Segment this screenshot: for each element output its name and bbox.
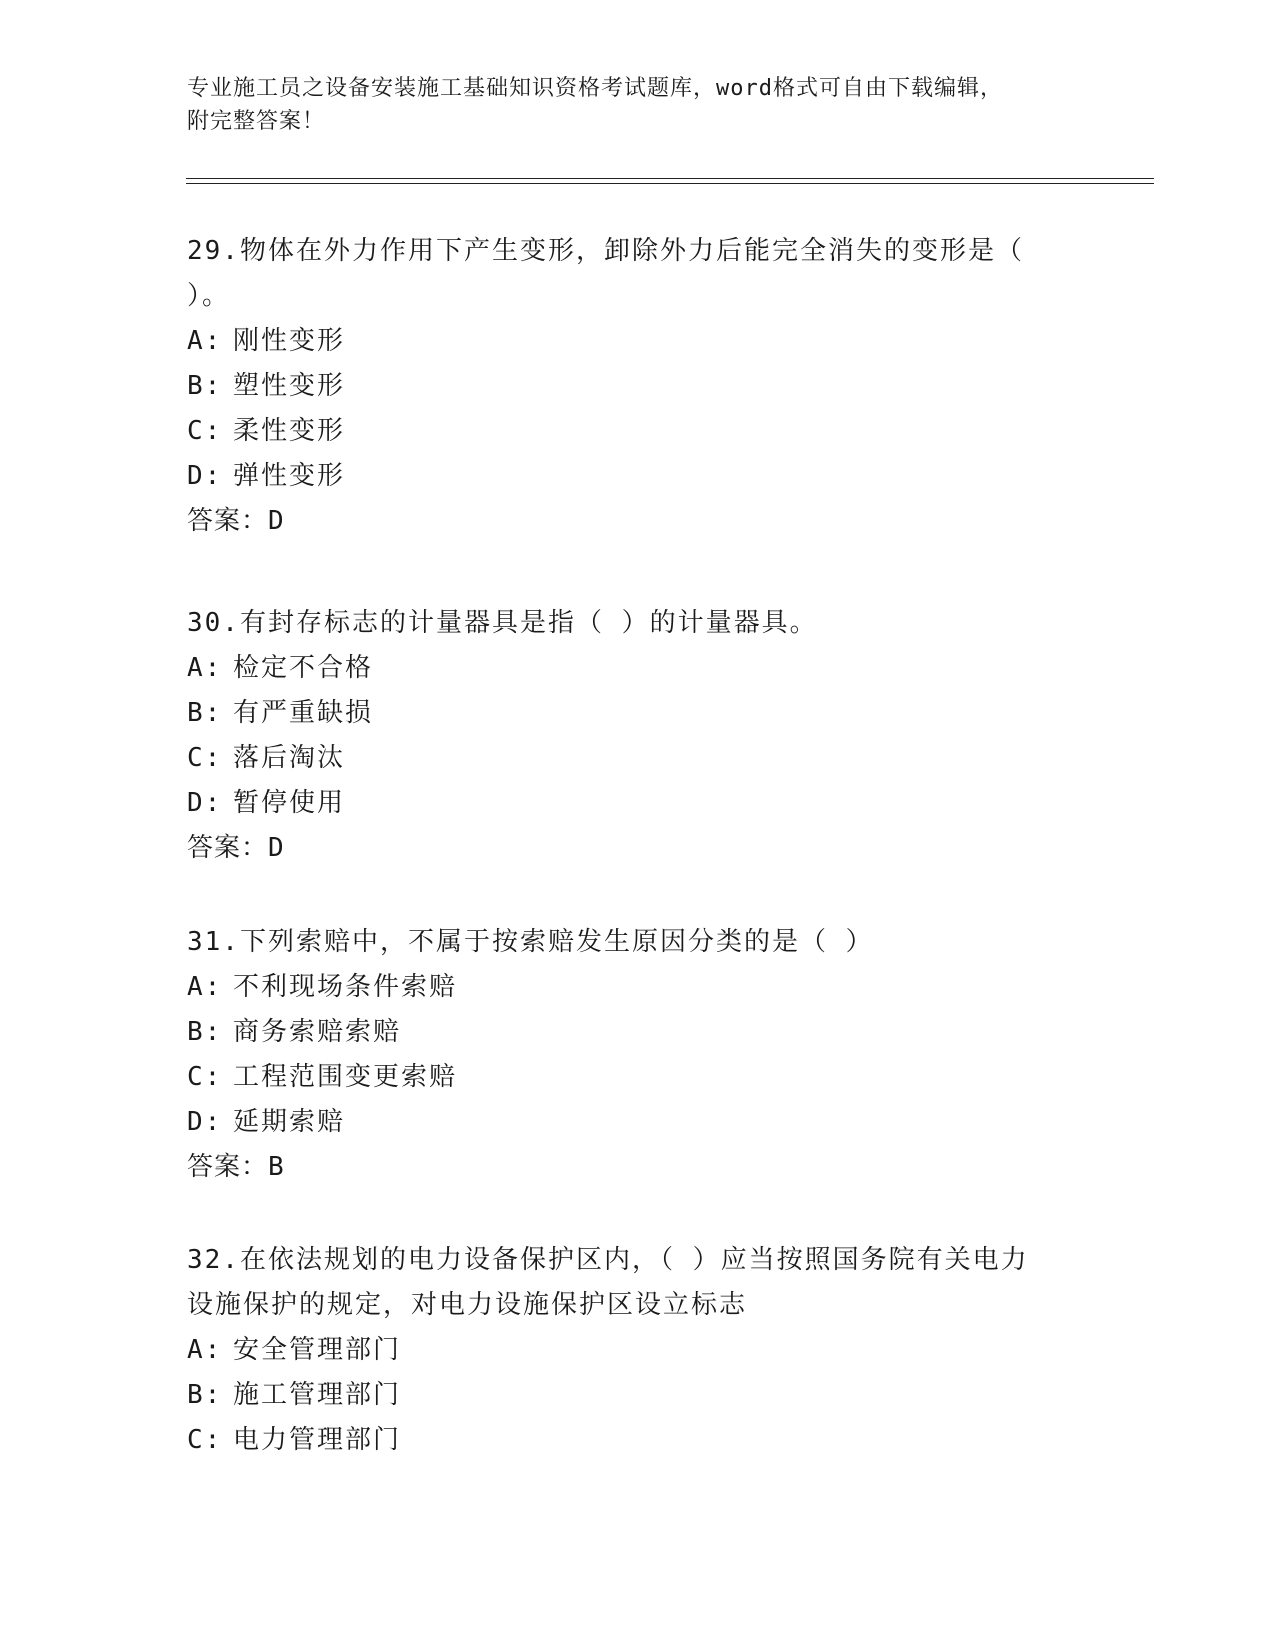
option-text: 电力管理部门 bbox=[233, 1425, 402, 1455]
option-text: 不利现场条件索赔 bbox=[233, 972, 458, 1002]
question-stem: 31.下列索赔中，不属于按索赔发生原因分类的是（ ） bbox=[187, 927, 874, 957]
question-29 bbox=[187, 229, 1067, 544]
option-a bbox=[187, 965, 1067, 1010]
option-text: 弹性变形 bbox=[233, 461, 346, 491]
option-text: 安全管理部门 bbox=[233, 1335, 402, 1365]
option-key: B: bbox=[187, 371, 223, 401]
question-32 bbox=[187, 1238, 1067, 1463]
option-text: 落后淘汰 bbox=[233, 743, 346, 773]
answer-line: 答案：D bbox=[187, 506, 285, 536]
option-key: B: bbox=[187, 698, 223, 728]
header-line-1: 专业施工员之设备安装施工基础知识资格考试题库，word格式可自由下载编辑， bbox=[187, 76, 1003, 101]
option-key: C: bbox=[187, 1425, 223, 1455]
option-text: 刚性变形 bbox=[233, 326, 346, 356]
option-text: 柔性变形 bbox=[233, 416, 346, 446]
header-divider-bottom bbox=[186, 183, 1154, 184]
option-text: 工程范围变更索赔 bbox=[233, 1062, 458, 1092]
answer-line: 答案：B bbox=[187, 1152, 285, 1182]
option-key: B: bbox=[187, 1380, 223, 1410]
option-d bbox=[187, 454, 1067, 499]
option-key: D: bbox=[187, 788, 223, 818]
option-key: D: bbox=[187, 461, 223, 491]
option-key: C: bbox=[187, 743, 223, 773]
answer-line: 答案：D bbox=[187, 833, 285, 863]
question-stem-continued: 设施保护的规定，对电力设施保护区设立标志 bbox=[187, 1290, 748, 1320]
document-header bbox=[187, 72, 1067, 138]
question-31 bbox=[187, 920, 1067, 1190]
header-line-2: 附完整答案！ bbox=[187, 109, 326, 134]
option-b bbox=[187, 1373, 1067, 1418]
option-a bbox=[187, 1328, 1067, 1373]
option-key: A: bbox=[187, 653, 223, 683]
question-stem: 30.有封存标志的计量器具是指（ ）的计量器具。 bbox=[187, 608, 818, 638]
option-text: 施工管理部门 bbox=[233, 1380, 402, 1410]
question-30 bbox=[187, 601, 1067, 871]
option-key: C: bbox=[187, 1062, 223, 1092]
option-b bbox=[187, 1010, 1067, 1055]
option-d bbox=[187, 781, 1067, 826]
question-stem: 32.在依法规划的电力设备保护区内，（ ）应当按照国务院有关电力 bbox=[187, 1245, 1029, 1275]
question-stem-continued: ）。 bbox=[187, 281, 231, 311]
option-key: A: bbox=[187, 326, 223, 356]
option-text: 商务索赔索赔 bbox=[233, 1017, 402, 1047]
option-key: D: bbox=[187, 1107, 223, 1137]
option-b bbox=[187, 364, 1067, 409]
option-text: 有严重缺损 bbox=[233, 698, 374, 728]
option-text: 暂停使用 bbox=[233, 788, 346, 818]
option-c bbox=[187, 409, 1067, 454]
question-stem: 29.物体在外力作用下产生变形，卸除外力后能完全消失的变形是（ bbox=[187, 236, 1024, 266]
option-a bbox=[187, 319, 1067, 364]
option-key: A: bbox=[187, 972, 223, 1002]
option-text: 检定不合格 bbox=[233, 653, 374, 683]
option-key: B: bbox=[187, 1017, 223, 1047]
option-c bbox=[187, 1418, 1067, 1463]
header-divider-top bbox=[186, 178, 1154, 179]
option-c bbox=[187, 736, 1067, 781]
option-text: 延期索赔 bbox=[233, 1107, 346, 1137]
option-d bbox=[187, 1100, 1067, 1145]
option-b bbox=[187, 691, 1067, 736]
option-c bbox=[187, 1055, 1067, 1100]
option-text: 塑性变形 bbox=[233, 371, 346, 401]
option-key: A: bbox=[187, 1335, 223, 1365]
option-key: C: bbox=[187, 416, 223, 446]
option-a bbox=[187, 646, 1067, 691]
